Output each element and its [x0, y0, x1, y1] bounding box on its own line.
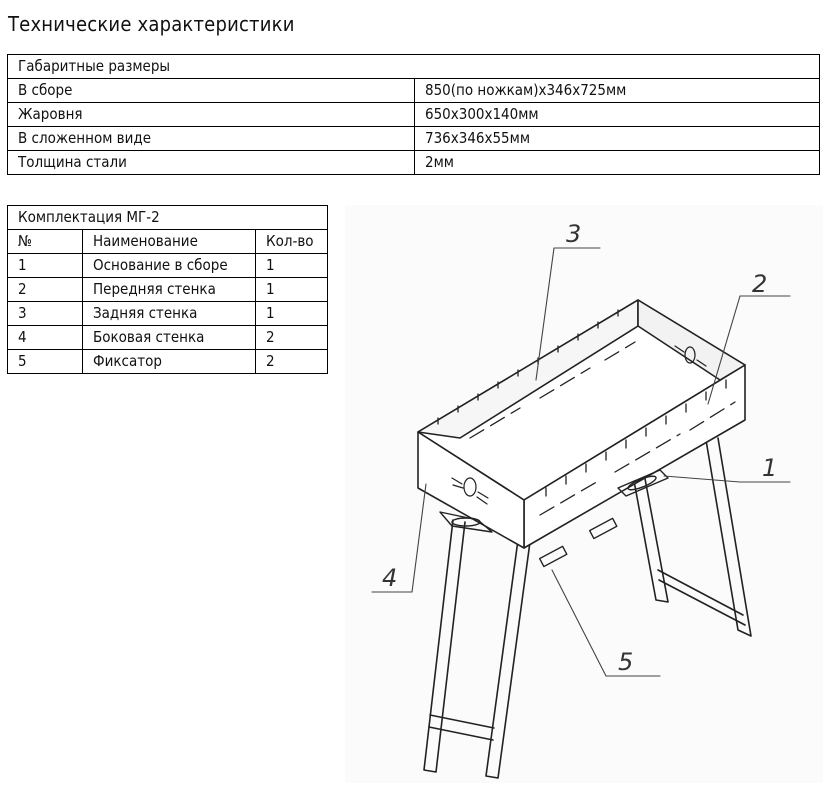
kit-qty: 2	[256, 350, 328, 374]
table-row	[8, 127, 820, 151]
callout-3: 3	[566, 220, 582, 248]
spec-label: Толщина стали	[8, 151, 415, 175]
grill-drawing-svg	[340, 200, 827, 787]
kit-number: 1	[8, 254, 83, 278]
table-row	[8, 103, 820, 127]
page-title: Технические характеристики	[8, 12, 295, 36]
kit-qty: 1	[256, 254, 328, 278]
kit-qty: 2	[256, 326, 328, 350]
kit-number: 2	[8, 278, 83, 302]
kit-name: Передняя стенка	[83, 278, 256, 302]
kit-header-row	[8, 206, 328, 230]
table-row	[8, 151, 820, 175]
table-row	[8, 350, 328, 374]
kit-qty: 1	[256, 278, 328, 302]
kit-name: Боковая стенка	[83, 326, 256, 350]
kit-number: 5	[8, 350, 83, 374]
specs-header: Габаритные размеры	[8, 55, 820, 79]
spec-value: 2мм	[415, 151, 820, 175]
column-header-number: №	[8, 230, 83, 254]
spec-value: 850(по ножкам)x346x725мм	[415, 79, 820, 103]
specs-table	[7, 54, 820, 175]
table-row	[8, 326, 328, 350]
table-row	[8, 254, 328, 278]
column-header-name: Наименование	[83, 230, 256, 254]
spec-label: В сборе	[8, 79, 415, 103]
kit-header: Комплектация МГ-2	[8, 206, 328, 230]
spec-label: В сложенном виде	[8, 127, 415, 151]
spec-value: 736x346x55мм	[415, 127, 820, 151]
table-row	[8, 302, 328, 326]
callout-5: 5	[618, 648, 634, 676]
kit-table	[7, 205, 328, 374]
spec-label: Жаровня	[8, 103, 415, 127]
column-header-qty: Кол-во	[256, 230, 328, 254]
kit-columns-row	[8, 230, 328, 254]
callout-1: 1	[762, 454, 778, 482]
kit-name: Основание в сборе	[83, 254, 256, 278]
table-row	[8, 79, 820, 103]
grill-assembly-drawing	[340, 200, 827, 787]
kit-qty: 1	[256, 302, 328, 326]
kit-name: Фиксатор	[83, 350, 256, 374]
callout-4: 4	[382, 564, 398, 592]
kit-number: 4	[8, 326, 83, 350]
table-row	[8, 278, 328, 302]
spec-value: 650x300x140мм	[415, 103, 820, 127]
kit-name: Задняя стенка	[83, 302, 256, 326]
kit-number: 3	[8, 302, 83, 326]
callout-2: 2	[752, 270, 768, 298]
specs-header-row	[8, 55, 820, 79]
